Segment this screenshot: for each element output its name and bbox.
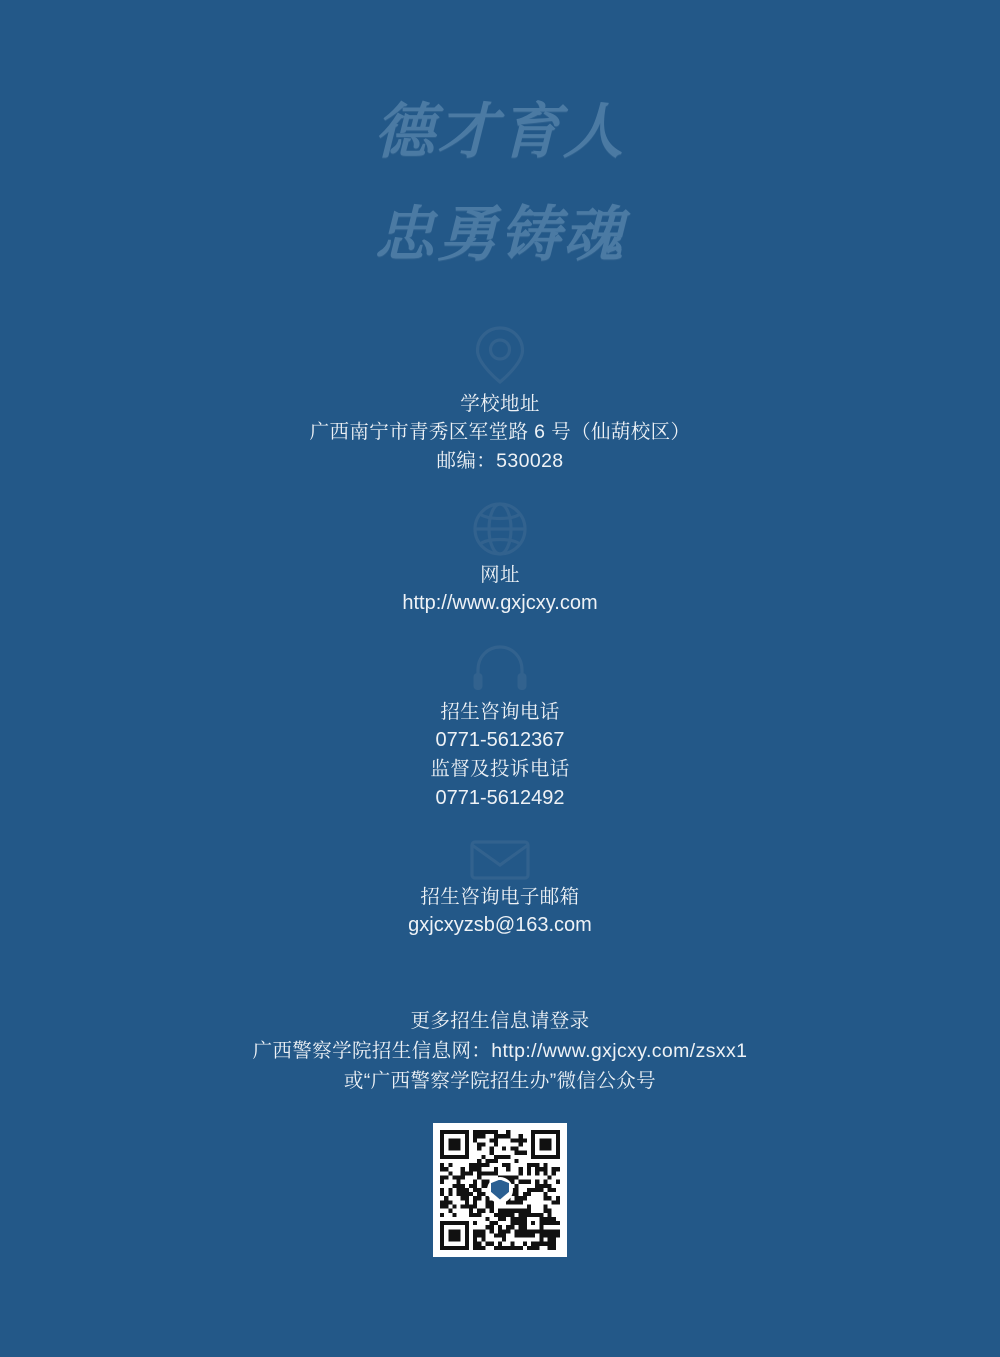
location-pin-icon xyxy=(469,322,531,388)
school-badge-icon xyxy=(487,1177,513,1203)
motto-line-2: 忠勇铸魂 xyxy=(374,200,626,270)
more-info-line-2[interactable]: 广西警察学院招生信息网：http://www.gxjcxy.com/zsxx1 xyxy=(252,1040,748,1063)
website-url[interactable]: http://www.gxjcxy.com xyxy=(402,592,598,615)
more-info-line-3: 或“广西警察学院招生办”微信公众号 xyxy=(343,1070,657,1093)
admissions-phone-value: 0771-5612367 xyxy=(435,729,565,752)
globe-icon xyxy=(468,497,532,561)
complaint-phone-value: 0771-5612492 xyxy=(435,786,565,809)
wechat-official-account-qr[interactable] xyxy=(433,1123,567,1257)
website-label: 网址 xyxy=(480,563,520,586)
contact-block-phone xyxy=(0,640,1000,813)
website-lines xyxy=(402,561,597,618)
email-label: 招生咨询电子邮箱 xyxy=(420,885,580,908)
complaint-phone-label: 监督及投诉电话 xyxy=(430,758,570,781)
postcode-value: 邮编：530028 xyxy=(436,449,564,472)
headset-icon xyxy=(467,640,533,698)
admissions-phone-label: 招生咨询电话 xyxy=(440,701,560,724)
address-lines xyxy=(310,390,691,475)
phone-lines xyxy=(430,698,569,813)
motto-line-1: 德才育人 xyxy=(374,97,626,167)
address-value: 广西南宁市青秀区军堂路 6 号（仙葫校区） xyxy=(309,421,691,444)
qr-code-wrapper xyxy=(433,1123,567,1257)
contact-blocks xyxy=(0,322,1000,940)
email-value[interactable]: gxjcxyzsb@163.com xyxy=(408,913,592,936)
school-motto xyxy=(374,92,626,276)
contact-block-email xyxy=(0,835,1000,940)
contact-block-address xyxy=(0,322,1000,475)
envelope-icon xyxy=(466,835,534,885)
contact-block-website xyxy=(0,497,1000,618)
more-info xyxy=(253,1006,748,1097)
email-lines xyxy=(408,883,592,940)
address-label: 学校地址 xyxy=(460,393,540,415)
more-info-line-1: 更多招生信息请登录 xyxy=(410,1009,590,1032)
